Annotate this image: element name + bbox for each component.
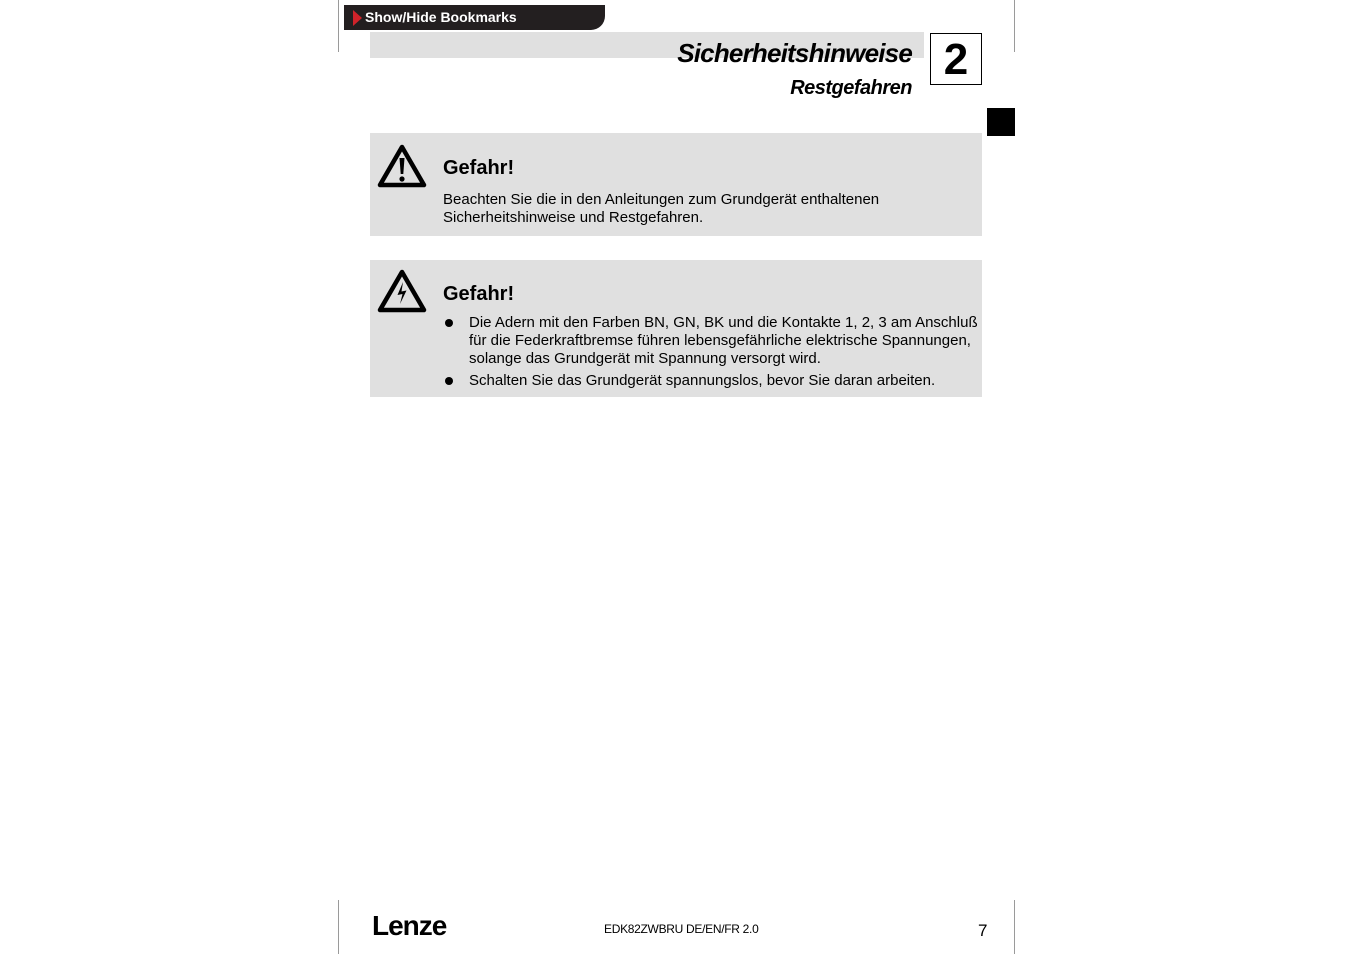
- warning-triangle-icon: [377, 143, 427, 189]
- warning-box-electrical: [370, 260, 982, 397]
- warning-list: [443, 314, 978, 394]
- lenze-logo: Lenze: [372, 910, 447, 941]
- crop-mark-top-left: [338, 0, 339, 52]
- crop-mark-bottom-left: [338, 900, 339, 954]
- list-item-text: Schalten Sie das Grundgerät spannungslos, bevor Sie daran arbeiten.: [469, 372, 936, 389]
- list-item: [443, 372, 978, 390]
- warning-heading: Gefahr!: [443, 157, 515, 179]
- electrical-hazard-icon: [377, 268, 427, 314]
- page-number: 7: [978, 921, 988, 940]
- triangle-right-icon: [353, 10, 362, 26]
- bullet-icon: [445, 319, 453, 327]
- show-hide-bookmarks-button[interactable]: [344, 5, 605, 30]
- list-item: [443, 314, 978, 368]
- chapter-title: Sicherheitshinweise: [677, 38, 912, 68]
- warning-text: Beachten Sie die in den Anleitungen zum Grundgerät enthaltenen Sicherheitshinweise und Restgefahren.: [443, 191, 880, 226]
- list-item-text: Die Adern mit den Farben BN, GN, BK und die Kontakte 1, 2, 3 am Anschluß für die Federkraftbremse führen lebensgefährliche elektrische Spannungen, solange das Grundgerät mit Spannung versorgt wird.: [469, 314, 978, 367]
- crop-mark-top-right: [1014, 0, 1015, 52]
- chapter-side-marker: [987, 108, 1015, 136]
- document-id: EDK82ZWBRU DE/EN/FR 2.0: [604, 922, 759, 936]
- warning-heading: Gefahr!: [443, 283, 515, 305]
- section-title: Restgefahren: [790, 77, 912, 99]
- crop-mark-bottom-right: [1014, 900, 1015, 954]
- warning-box-general: [370, 133, 982, 236]
- chapter-number: 2: [930, 33, 982, 85]
- bullet-icon: [445, 377, 453, 385]
- show-hide-bookmarks-label: Show/Hide Bookmarks: [365, 9, 517, 25]
